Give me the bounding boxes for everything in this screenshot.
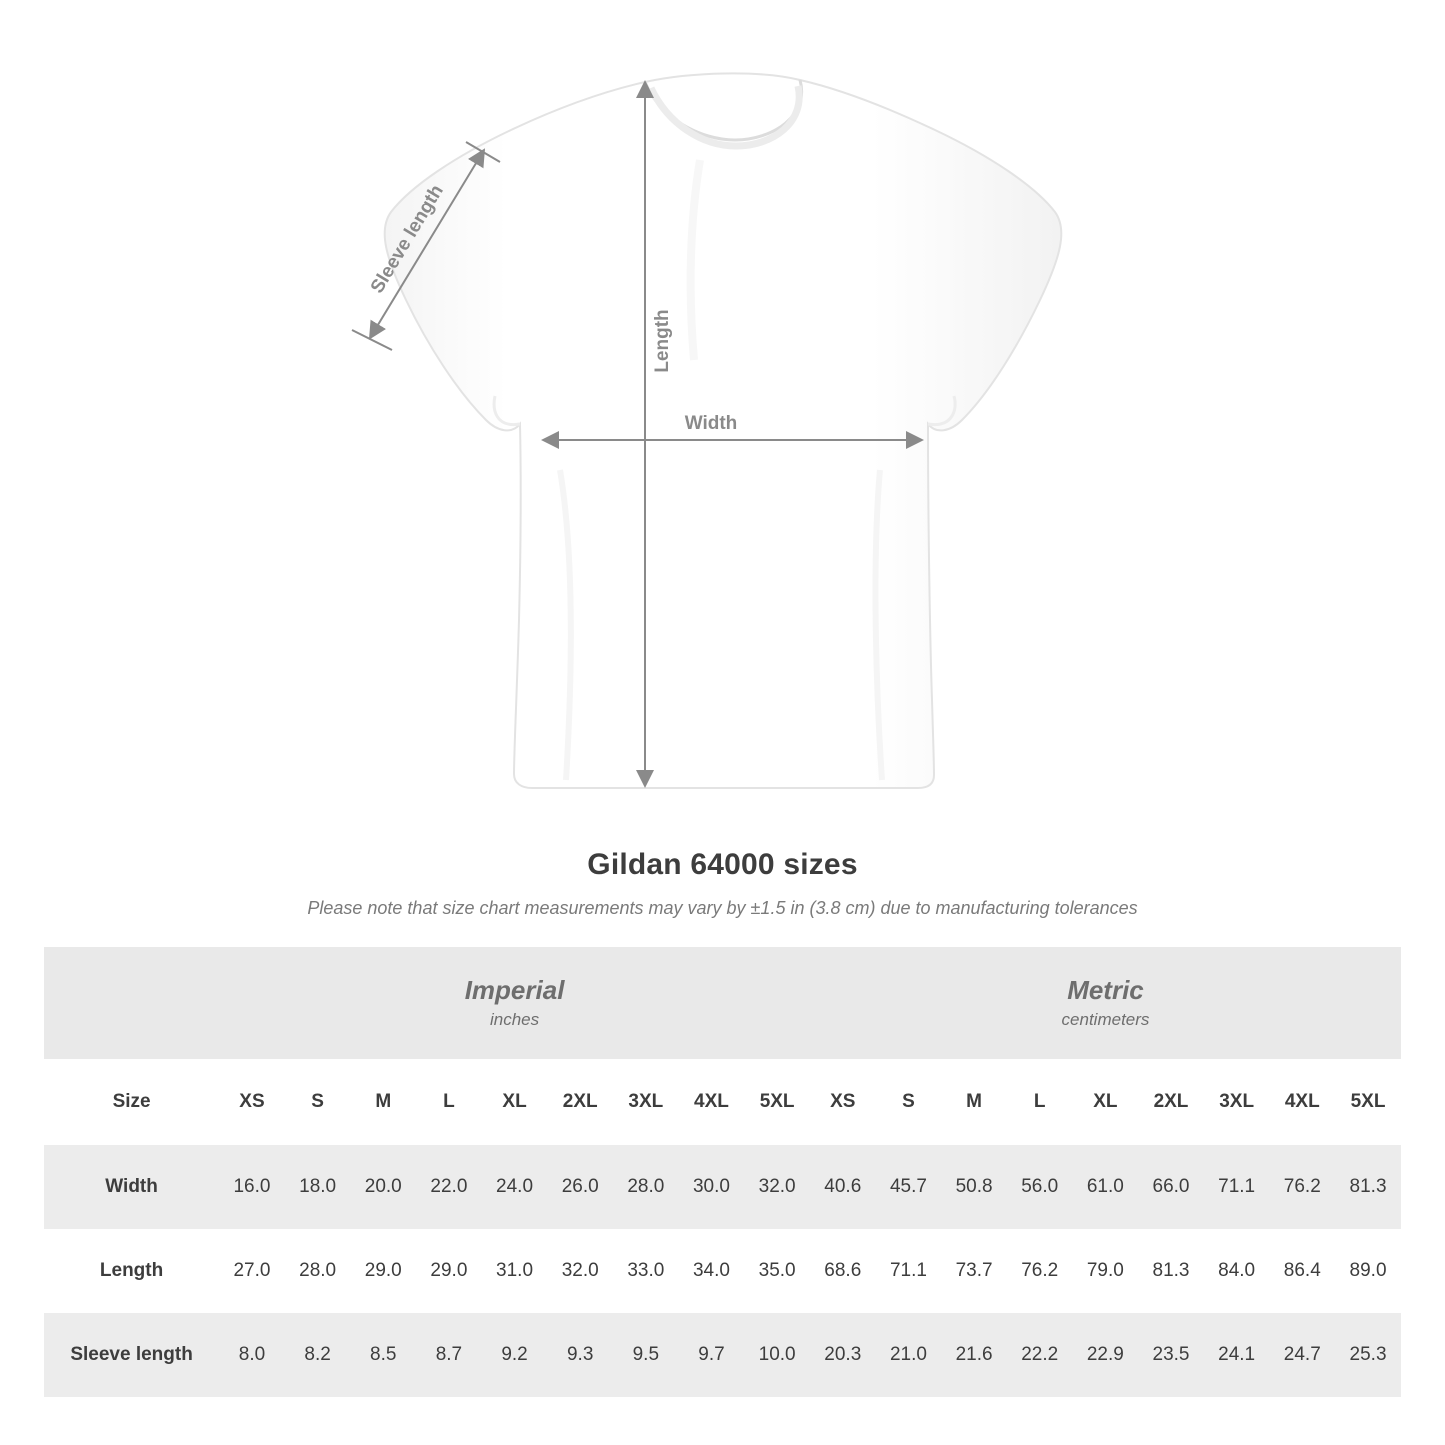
cell-width-metric-m: 50.8 [941, 1145, 1007, 1229]
size-header-imperial-l: L [416, 1059, 482, 1145]
cell-length-metric-xs: 68.6 [810, 1229, 876, 1313]
cell-width-imperial-s: 18.0 [285, 1145, 351, 1229]
cell-width-imperial-2xl: 26.0 [547, 1145, 613, 1229]
cell-sleeve-imperial-xl: 9.2 [482, 1313, 548, 1397]
cell-width-imperial-5xl: 32.0 [744, 1145, 810, 1229]
size-table [44, 947, 1401, 1397]
cell-sleeve-imperial-3xl: 9.5 [613, 1313, 679, 1397]
size-header-metric-3xl: 3XL [1204, 1059, 1270, 1145]
width-label: Width [684, 413, 738, 434]
size-header-metric-m: M [941, 1059, 1007, 1145]
size-header-metric-s: S [876, 1059, 942, 1145]
cell-width-metric-xs: 40.6 [810, 1145, 876, 1229]
cell-sleeve-metric-l: 22.2 [1007, 1313, 1073, 1397]
cell-length-imperial-s: 28.0 [285, 1229, 351, 1313]
size-header-label: Size [44, 1059, 219, 1145]
size-table-wrap [44, 947, 1401, 1397]
row-label-width: Width [44, 1145, 219, 1229]
table-row-sleeve-length [44, 1313, 1401, 1397]
table-row-width [44, 1145, 1401, 1229]
cell-length-metric-xl: 79.0 [1073, 1229, 1139, 1313]
unit-imperial-sub: inches [489, 1009, 540, 1029]
cell-length-metric-4xl: 86.4 [1269, 1229, 1335, 1313]
unit-imperial [219, 947, 810, 1059]
cell-sleeve-metric-3xl: 24.1 [1204, 1313, 1270, 1397]
cell-length-imperial-2xl: 32.0 [547, 1229, 613, 1313]
size-header-imperial-m: M [350, 1059, 416, 1145]
cell-width-imperial-l: 22.0 [416, 1145, 482, 1229]
cell-width-imperial-m: 20.0 [350, 1145, 416, 1229]
size-header-imperial-4xl: 4XL [679, 1059, 745, 1145]
size-header-metric-xl: XL [1073, 1059, 1139, 1145]
size-header-metric-l: L [1007, 1059, 1073, 1145]
unit-imperial-name: Imperial [464, 975, 565, 1005]
unit-metric-sub: centimeters [1061, 1009, 1150, 1029]
cell-length-metric-5xl: 89.0 [1335, 1229, 1401, 1313]
row-label-length: Length [44, 1229, 219, 1313]
cell-sleeve-imperial-l: 8.7 [416, 1313, 482, 1397]
size-header-imperial-3xl: 3XL [613, 1059, 679, 1145]
cell-sleeve-metric-4xl: 24.7 [1269, 1313, 1335, 1397]
size-header-imperial-xl: XL [482, 1059, 548, 1145]
cell-sleeve-metric-m: 21.6 [941, 1313, 1007, 1397]
unit-header-row [44, 947, 1401, 1059]
size-header-metric-2xl: 2XL [1138, 1059, 1204, 1145]
chart-note: Please note that size chart measurements may vary by ±1.5 in (3.8 cm) due to manufacturing tolerances [307, 898, 1138, 918]
cell-sleeve-imperial-xs: 8.0 [219, 1313, 285, 1397]
cell-width-metric-l: 56.0 [1007, 1145, 1073, 1229]
size-header-metric-5xl: 5XL [1335, 1059, 1401, 1145]
cell-width-imperial-xs: 16.0 [219, 1145, 285, 1229]
size-header-metric-4xl: 4XL [1269, 1059, 1335, 1145]
size-header-imperial-2xl: 2XL [547, 1059, 613, 1145]
cell-sleeve-metric-2xl: 23.5 [1138, 1313, 1204, 1397]
cell-sleeve-metric-s: 21.0 [876, 1313, 942, 1397]
cell-length-imperial-4xl: 34.0 [679, 1229, 745, 1313]
cell-width-metric-xl: 61.0 [1073, 1145, 1139, 1229]
unit-metric [810, 947, 1401, 1059]
cell-width-imperial-4xl: 30.0 [679, 1145, 745, 1229]
row-label-sleeve-length: Sleeve length [44, 1313, 219, 1397]
cell-width-metric-s: 45.7 [876, 1145, 942, 1229]
cell-width-metric-5xl: 81.3 [1335, 1145, 1401, 1229]
cell-sleeve-imperial-m: 8.5 [350, 1313, 416, 1397]
cell-width-metric-2xl: 66.0 [1138, 1145, 1204, 1229]
cell-width-imperial-3xl: 28.0 [613, 1145, 679, 1229]
cell-sleeve-metric-xs: 20.3 [810, 1313, 876, 1397]
cell-length-metric-m: 73.7 [941, 1229, 1007, 1313]
sleeve-length-label: Sleeve length [366, 181, 448, 298]
cell-length-imperial-xs: 27.0 [219, 1229, 285, 1313]
cell-length-imperial-l: 29.0 [416, 1229, 482, 1313]
cell-length-metric-2xl: 81.3 [1138, 1229, 1204, 1313]
cell-length-imperial-xl: 31.0 [482, 1229, 548, 1313]
size-header-row [44, 1059, 1401, 1145]
cell-width-imperial-xl: 24.0 [482, 1145, 548, 1229]
size-header-imperial-5xl: 5XL [744, 1059, 810, 1145]
cell-sleeve-metric-xl: 22.9 [1073, 1313, 1139, 1397]
cell-sleeve-metric-5xl: 25.3 [1335, 1313, 1401, 1397]
cell-width-metric-4xl: 76.2 [1269, 1145, 1335, 1229]
cell-length-metric-l: 76.2 [1007, 1229, 1073, 1313]
cell-sleeve-imperial-5xl: 10.0 [744, 1313, 810, 1397]
cell-sleeve-imperial-2xl: 9.3 [547, 1313, 613, 1397]
cell-length-metric-s: 71.1 [876, 1229, 942, 1313]
cell-length-imperial-m: 29.0 [350, 1229, 416, 1313]
unit-spacer [44, 947, 219, 1059]
cell-sleeve-imperial-s: 8.2 [285, 1313, 351, 1397]
size-header-imperial-xs: XS [219, 1059, 285, 1145]
table-row-length [44, 1229, 1401, 1313]
size-header-imperial-s: S [285, 1059, 351, 1145]
size-header-metric-xs: XS [810, 1059, 876, 1145]
cell-sleeve-imperial-4xl: 9.7 [679, 1313, 745, 1397]
cell-length-metric-3xl: 84.0 [1204, 1229, 1270, 1313]
cell-width-metric-3xl: 71.1 [1204, 1145, 1270, 1229]
length-label: Length [652, 309, 673, 373]
unit-metric-name: Metric [1067, 975, 1144, 1005]
chart-title: Gildan 64000 sizes [587, 848, 858, 881]
cell-length-imperial-5xl: 35.0 [744, 1229, 810, 1313]
cell-length-imperial-3xl: 33.0 [613, 1229, 679, 1313]
